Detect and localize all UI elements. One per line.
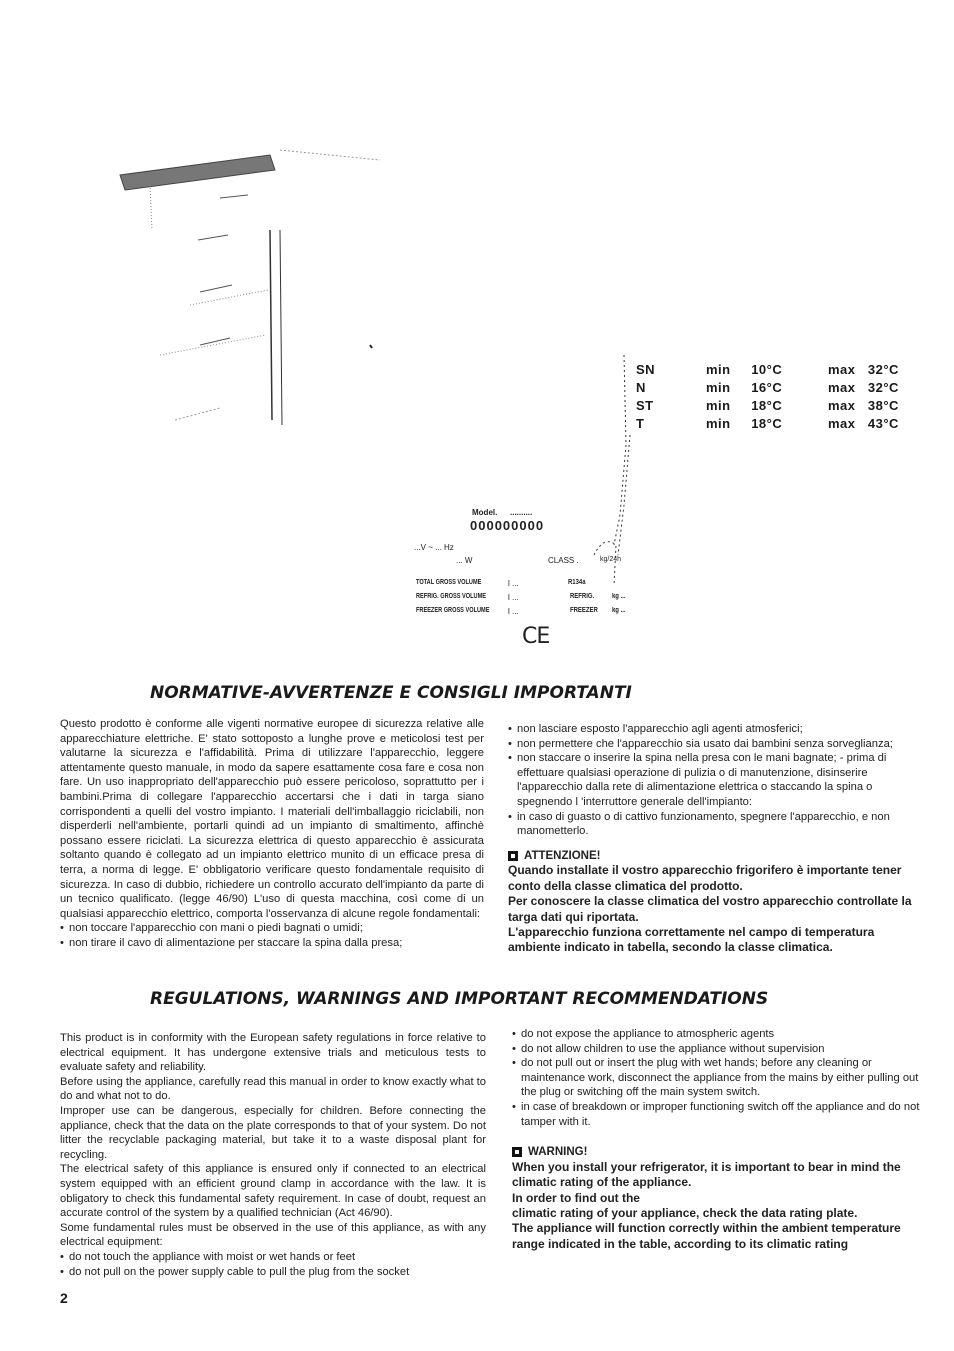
list-item: • do not touch the appliance with moist or wet hands or feet [60,1250,486,1265]
english-heading: REGULATIONS, WARNINGS AND IMPORTANT RECOMMENDATIONS [150,989,769,1009]
gas-label: R134a [568,579,586,586]
list-item: • non tirare il cavo di alimentazione per staccare la spina dalla presa; [60,936,484,951]
model-number: 000000000 [470,518,545,533]
warning-square-icon [508,851,518,861]
ce-mark: CE [522,624,550,649]
english-notice-title: WARNING! [528,1146,588,1159]
list-item: • do not pull on the power supply cable to pull the plug from the socket [60,1265,486,1280]
total-gross-volume-unit: l ... [508,579,519,588]
notice-line: Quando installate il vostro apparecchio frigorifero è importante tener conto della classe climatica del prodotto. [508,863,902,893]
max-value: 38°C [867,398,899,413]
list-item: • in caso di guasto o di cattivo funzionamento, spegnere l'apparecchio, e non manometterlo. [508,810,930,839]
climate-row [636,416,926,434]
min-temperature [706,398,782,413]
list-item: • do not pull out or insert the plug with wet hands; before any cleaning or maintenance work, disconnect the appliance from the mains by either pulling out the plug or switching off the main system switch. [512,1056,936,1100]
italian-right-column [508,722,930,956]
italian-notice-body [508,863,930,955]
max-label: max [828,362,856,377]
climate-row [636,380,926,398]
model-label: Model. [472,508,498,517]
italian-notice-heading [508,849,930,864]
list-item: • non permettere che l'apparecchio sia usato dai bambini senza sorveglianza; [508,737,930,752]
paragraph: Some fundamental rules must be observed in the use of this appliance, as with any electrical equipment: [60,1221,486,1249]
notice-line: L'apparecchio funziona correttamente nel campo di temperatura ambiente indicato in tabella, secondo la classe climatica. [508,924,875,955]
climate-class: ST [636,398,654,413]
paragraph: The electrical safety of this appliance is ensured only if connected to an electrical system equipped with an efficient ground clamp in accordance with the law. It is obligatory to check this fundamental safety requirement. In case of doubt, request an accurate control of the system by a qualified technician (Act 46/90). [60,1163,486,1220]
list-item: • in case of breakdown or improper functioning switch off the appliance and do not tamper with it. [512,1100,936,1129]
italian-intro: Questo prodotto è conforme alle vigenti normative europee di sicurezza relative alle apparecchiature elettriche. E' stato sottoposto a lunghe prove e meticolosi test per valutarne la sicurezza e l'affidabilità. Prima di utilizzare l'apparecchio, leggere attentamente questo manuale, in modo da sapere esattamente cosa fare e cosa non fare. Un uso inappropriato dell'apparecchio può essere pericoloso, soprattutto per i bambini.Prima di collegare l'apparecchio accertarsi che i dati in targa siano corrispondenti a quelli del vostro impianto. I materiali dell'imballaggio riciclabili, non disperderli nell'ambiente, portarli quindi ad un impianto di smaltimento, affinchè possano essere riciclati. La sicurezza elettrica di questo apparecchio è assicurata soltanto quando è collegato ad un impianto elettrico munito di un efficace presa di terra, a norma di legge. E' obbligatorio verificare questo fondamentale requisito di sicurezza. In caso di dubbio, richiedere un controllo accurato dell'impianto da parte di un tecnico qualificato. (legge 46/90) L'uso di questa macchina, così come di un qualsiasi apparecchio elettrico, comporta l'osservanza di alcune regole fondamentali: [60,718,484,920]
freezer-gross-volume-label: FREEZER GROSS VOLUME [416,607,490,614]
english-paragraphs [60,1031,486,1250]
watt-line: ... W [456,556,473,565]
list-item: • do not allow children to use the appliance without supervision [512,1042,936,1057]
freezer-gas-label: FREEZER [570,607,598,614]
english-notice-body [512,1160,936,1252]
voltage-line: ...V ~ ... Hz [414,543,454,552]
italian-left-bullets [60,921,484,950]
list-item: • do not expose the appliance to atmospheric agents [512,1027,936,1042]
min-temperature [706,380,782,395]
climate-class: SN [636,362,656,377]
paragraph: This product is in conformity with the European safety regulations in force relative to electrical equipment. It has undergone extensive trials and meticulous tests to evaluate safety and reliability. [60,1032,486,1074]
italian-right-bullets [508,722,930,839]
max-value: 32°C [867,380,899,395]
notice-line: Per conoscere la classe climatica del vostro apparecchio controllate la targa dati qui riportata. [508,894,912,924]
min-label: min [706,380,731,395]
refrig-gross-volume-label: REFRIG. GROSS VOLUME [416,593,487,600]
total-gross-volume-label: TOTAL GROSS VOLUME [416,579,482,586]
notice-line: In order to find out the [512,1190,640,1205]
italian-notice-title: ATTENZIONE! [524,849,601,862]
max-label: max [828,398,856,413]
min-value: 10°C [751,362,783,377]
max-label: max [828,416,856,431]
list-item: • non staccare o inserire la spina nella presa con le mani bagnate; - prima di effettuare qualsiasi operazione di pulizia o di manutenzione, disinserire l'apparecchio dalla rete di alimentazione elettrica o staccando la spina o spegnendo l 'interruttore generale dell'impianto: [508,751,930,809]
climate-row [636,398,926,416]
refrig-gross-volume-unit: l ... [508,593,519,602]
english-left-bullets [60,1250,486,1279]
kg-per-24h: kg/24h [600,556,622,563]
min-temperature [706,362,782,377]
page-number: 2 [60,1290,68,1306]
max-temperature [828,398,899,413]
min-value: 18°C [751,416,783,431]
notice-line: climatic rating of your appliance, check the data rating plate. [512,1205,858,1220]
min-label: min [706,362,731,377]
english-notice-heading [512,1145,936,1160]
climate-class: N [636,380,646,395]
refrig-gas-kg: kg ... [612,593,626,600]
paragraph: Before using the appliance, carefully read this manual in order to know exactly what to do and what not to do. [60,1075,486,1103]
english-right-bullets [512,1027,936,1129]
max-value: 43°C [867,416,899,431]
climate-class-table [636,362,926,434]
min-label: min [706,416,731,431]
climate-row [636,362,926,380]
english-right-column [512,1027,936,1252]
list-item: • non toccare l'apparecchio con mani o piedi bagnati o umidi; [60,921,484,936]
min-label: min [706,398,731,413]
refrigerator-illustration [80,130,380,430]
italian-left-column [60,717,484,951]
class-label: CLASS . [548,556,579,565]
min-temperature [706,416,782,431]
leader-lines [580,355,640,605]
freezer-gross-volume-unit: l ... [508,607,519,616]
model-dots: .......... [510,508,533,517]
paragraph: Improper use can be dangerous, especially for children. Before connecting the appliance, check that the data on the plate corresponds to that of your system. Do not litter the recyclable packaging material, but take it to a waste disposal plant for recycling. [60,1104,486,1161]
max-temperature [828,362,899,377]
warning-square-icon [512,1147,522,1157]
refrig-gas-label: REFRIG. [570,593,595,600]
max-temperature [828,416,899,431]
italian-heading: NORMATIVE-AVVERTENZE E CONSIGLI IMPORTANTI [150,683,632,703]
list-item: • non lasciare esposto l'apparecchio agli agenti atmosferici; [508,722,930,737]
max-label: max [828,380,856,395]
freezer-gas-kg: kg ... [612,607,626,614]
min-value: 16°C [751,380,783,395]
notice-line: The appliance will function correctly within the ambient temperature range indicated in the table, according to its climatic rating [512,1221,901,1251]
climate-class: T [636,416,645,431]
min-value: 18°C [751,398,783,413]
max-temperature [828,380,899,395]
notice-line: When you install your refrigerator, it is important to bear in mind the climatic rating of the appliance. [512,1159,901,1190]
english-left-column [60,1031,486,1279]
max-value: 32°C [867,362,899,377]
